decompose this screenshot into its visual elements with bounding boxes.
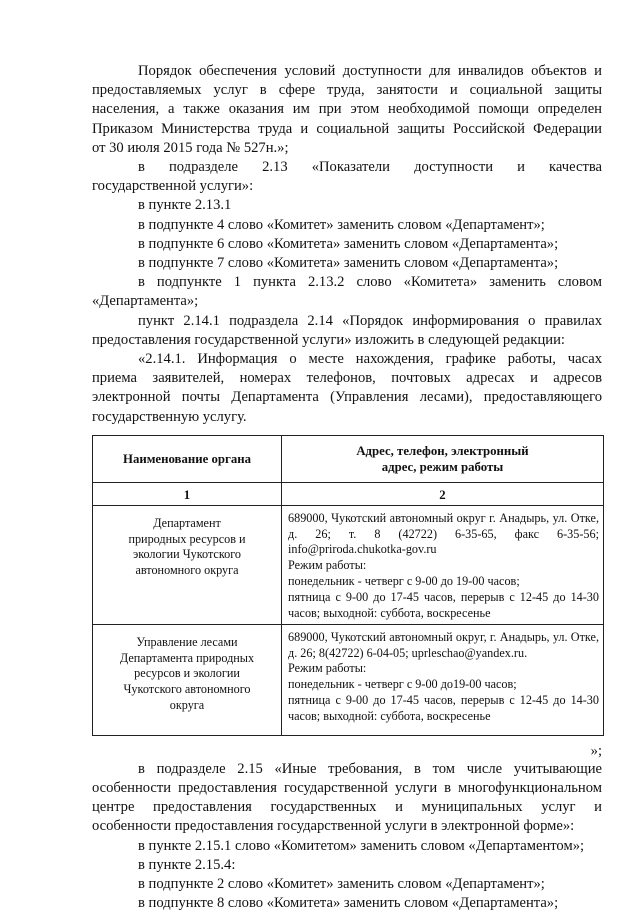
contacts-table [92, 435, 604, 736]
header-address [282, 435, 604, 482]
schedule-line: понедельник - четверг с 9-00 до 19-00 часов; [288, 574, 520, 589]
text-line: государственную услугу. [92, 408, 247, 425]
text-line: в подпункте 8 слово «Комитета» заменить словом «Департамента»; [138, 895, 559, 912]
organ-name [93, 505, 282, 624]
table-closing-quote: »; [590, 742, 602, 759]
table-header-row [93, 435, 604, 482]
schedule-line: пятница с 9-00 до 17-45 часов, перерыв с 12-45 до 14-30 часов; выходной: суббота, воскресенье [288, 693, 599, 723]
text-line: приема заявителей, номерах телефонов, почтовых адресах и адресов [92, 370, 602, 387]
organ-address [282, 505, 604, 624]
text-line: в пункте 2.15.1 слово «Комитетом» заменить словом «Департаментом»; [138, 837, 585, 854]
text-line: особенности предоставления государственной услуги в многофункциональном [92, 780, 602, 797]
text-line: в подразделе 2.13 «Показатели доступности и качества [138, 159, 602, 176]
header-address-text: Адрес, телефон, электронный адрес, режим работы [356, 443, 529, 474]
document-page [92, 62, 602, 913]
text-line: «2.14.1. Информация о месте нахождения, графике работы, часах [138, 351, 602, 368]
text-line: электронной почты Департамента (Управления лесами), предоставляющего [92, 389, 602, 406]
organ-name-text: Департамент природных ресурсов и экологии Чукотского автономного округа [128, 515, 246, 578]
text-line: предоставляемых услуг в сфере труда, занятости и социальной защиты [92, 82, 602, 99]
header-organ-name: Наименование органа [93, 435, 282, 482]
schedule-label: Режим работы: [288, 661, 367, 676]
text-line: центре предоставления государственных и муниципальных услуг и [92, 799, 602, 816]
text-line: Порядок обеспечения условий доступности для инвалидов объектов и [138, 63, 602, 79]
document-text-top [92, 62, 602, 427]
table-row [93, 624, 604, 735]
text-line: пункт 2.14.1 подраздела 2.14 «Порядок информирования о правилах [138, 312, 602, 329]
text-line: предоставления государственной услуги» изложить в следующей редакции: [92, 331, 565, 348]
text-line: в подпункте 1 пункта 2.13.2 слово «Комитета» заменить словом [138, 274, 602, 291]
text-line: «Департамента»; [92, 293, 199, 310]
text-line: в подпункте 4 слово «Комитет» заменить словом «Департамент»; [138, 216, 545, 233]
schedule-label: Режим работы: [288, 558, 367, 573]
schedule-line: пятница с 9-00 до 17-45 часов, перерыв с 12-45 до 14-30 часов; выходной: суббота, воскресенье [288, 589, 599, 620]
text-line: в подпункте 7 слово «Комитета» заменить словом «Департамента»; [138, 255, 559, 272]
organ-address [282, 624, 604, 735]
column-number-1: 1 [93, 482, 282, 505]
schedule-line: понедельник - четверг с 9-00 до19-00 часов; [288, 677, 517, 692]
column-number-2: 2 [282, 482, 604, 505]
address-line: 689000, Чукотский автономный округ, г. Анадырь, ул. Отке, д. 26; 8(42722) 6-04-05; uprleschao@yandex.ru. [288, 629, 599, 660]
text-line: Приказом Министерства труда и социальной защиты Российской Федерации [92, 120, 602, 137]
table-number-row [93, 482, 604, 505]
organ-name [93, 624, 282, 735]
text-line: в пункте 2.13.1 [138, 197, 232, 214]
organ-name-text: Управление лесами Департамента природных ресурсов и экологии Чукотского автономного округа [119, 634, 255, 713]
text-line: от 30 июля 2015 года № 527н.»; [92, 139, 289, 156]
text-line: населения, а также оказания им при этом необходимой помощи определен [92, 101, 602, 118]
address-line: 689000, Чукотский автономный округ г. Анадырь, ул. Отке, д. 26; т. 8 (42722) 6-35-65, факс 6-35-56; info@priroda.chukotka-gov.ru [288, 510, 599, 557]
text-line: в подпункте 6 слово «Комитета» заменить словом «Департамента»; [138, 235, 559, 252]
text-line: в подпункте 2 слово «Комитет» заменить словом «Департамент»; [138, 876, 545, 893]
table-row [93, 505, 604, 624]
text-line: особенности предоставления государственной услуги в электронной форме»: [92, 818, 575, 835]
text-line: в пункте 2.15.4: [138, 856, 236, 873]
document-text-bottom [92, 760, 602, 913]
text-line: в подразделе 2.15 «Иные требования, в том числе учитывающие [138, 760, 602, 777]
text-line: государственной услуги»: [92, 178, 254, 195]
